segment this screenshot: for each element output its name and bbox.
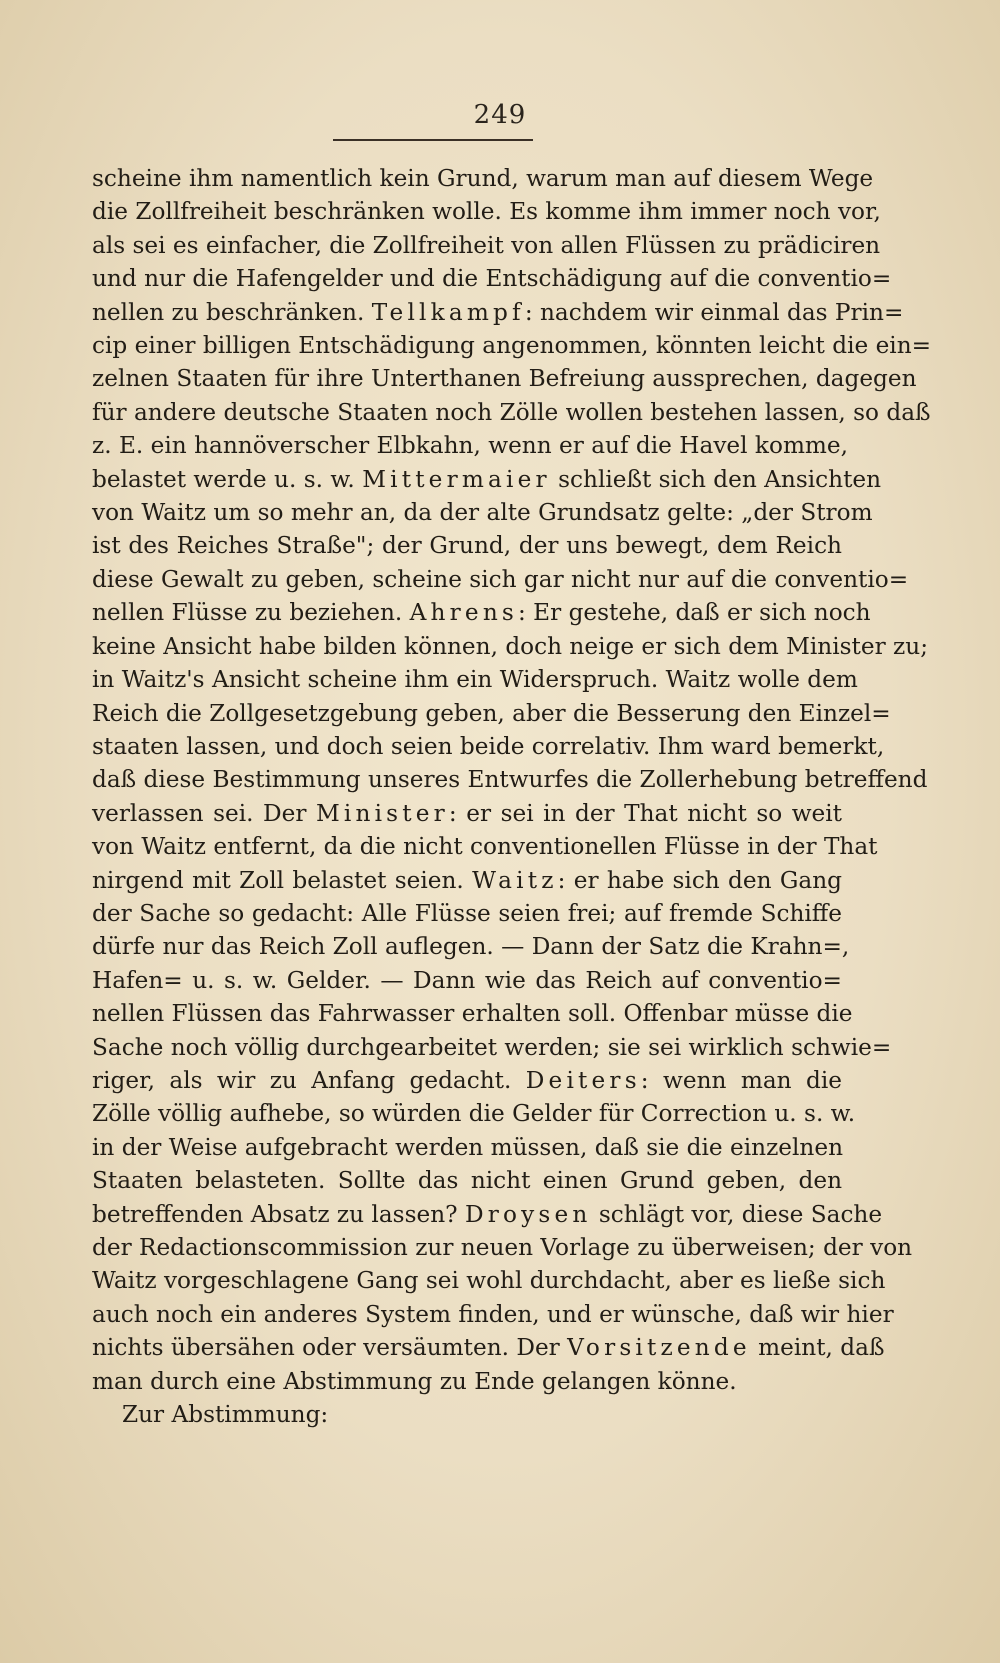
- text-line: [92, 463, 882, 496]
- text-segment: daß diese Bestimmung unseres Entwurfes die Zollerhebung betreffend: [92, 766, 928, 794]
- text-segment: die Zollfreiheit beschränken wolle. Es komme ihm immer noch vor,: [92, 198, 881, 226]
- text-line: [92, 529, 842, 562]
- text-line: [92, 1198, 883, 1231]
- text-line: [92, 162, 874, 195]
- text-segment: schließt sich den Ansichten: [550, 465, 882, 493]
- text-segment: von Waitz um so mehr an, da der alte Grundsatz gelte: „der Strom: [92, 499, 873, 527]
- text-segment: z. E. ein hannöverscher Elbkahn, wenn er auf die Havel komme,: [92, 432, 849, 460]
- text-segment: riger, als wir zu Anfang gedacht.: [92, 1066, 526, 1094]
- text-line: [92, 697, 891, 730]
- text-segment: cip einer billigen Entschädigung angenommen, könnten leicht die ein=: [92, 332, 932, 360]
- text-segment: zelnen Staaten für ihre Unterthanen Befreiung aussprechen, dagegen: [92, 365, 917, 393]
- text-line: [92, 1331, 885, 1364]
- text-line: [92, 1164, 842, 1197]
- header-rule: [333, 139, 533, 141]
- text-line: [92, 329, 932, 362]
- text-segment: : er sei in der That nicht so weit: [448, 799, 842, 827]
- text-line: [92, 496, 873, 529]
- text-line: [92, 1264, 886, 1297]
- text-line: [92, 1031, 892, 1064]
- text-segment: Reich die Zollgesetzgebung geben, aber die Besserung den Einzel=: [92, 699, 891, 727]
- text-segment: Zölle völlig aufhebe, so würden die Gelder für Correction u. s. w.: [92, 1100, 856, 1128]
- text-line: [92, 1064, 842, 1097]
- text-segment: keine Ansicht habe bilden können, doch neige er sich dem Minister zu;: [92, 632, 929, 660]
- text-line: [92, 797, 842, 830]
- text-line: [92, 396, 931, 429]
- text-segment: nellen Flüsse zu beziehen.: [92, 599, 410, 627]
- text-segment: Waitz vorgeschlagene Gang sei wohl durchdacht, aber es ließe sich: [92, 1267, 886, 1295]
- text-segment: nichts übersähen oder versäumten. Der: [92, 1334, 568, 1362]
- text-line: [92, 864, 842, 897]
- body-text: [92, 162, 932, 1431]
- text-segment: man durch eine Abstimmung zu Ende gelangen könne.: [92, 1367, 737, 1395]
- text-segment: auch noch ein anderes System finden, und er wünsche, daß wir hier: [92, 1300, 894, 1328]
- text-segment: für andere deutsche Staaten noch Zölle wollen bestehen lassen, so daß: [92, 398, 931, 426]
- text-segment: belastet werde u. s. w.: [92, 465, 363, 493]
- text-line: [92, 730, 885, 763]
- text-segment: als sei es einfacher, die Zollfreiheit von allen Flüssen zu prädiciren: [92, 231, 881, 259]
- text-line: [92, 763, 928, 796]
- text-segment: Sache noch völlig durchgearbeitet werden; sie sei wirklich schwie=: [92, 1033, 892, 1061]
- text-line: [92, 1131, 842, 1164]
- text-segment: in der Weise aufgebracht werden müssen, daß sie die einzelnen: [92, 1133, 844, 1161]
- text-line: [92, 229, 881, 262]
- text-line: [92, 930, 850, 963]
- text-segment: dürfe nur das Reich Zoll auflegen. — Dann der Satz die Krahn=,: [92, 933, 850, 961]
- speaker-name: Droysen: [464, 1200, 592, 1228]
- text-segment: ist des Reiches Straße"; der Grund, der uns bewegt, dem Reich: [92, 532, 842, 560]
- text-segment: : er habe sich den Gang: [557, 866, 842, 894]
- speaker-name: Vorsitzende: [567, 1334, 751, 1362]
- text-line: [92, 1365, 842, 1398]
- text-segment: nirgend mit Zoll belastet seien.: [92, 866, 473, 894]
- text-segment: schlägt vor, diese Sache: [591, 1200, 883, 1228]
- text-segment: Hafen= u. s. w. Gelder. — Dann wie das Reich auf conventio=: [92, 966, 842, 994]
- text-segment: Zur Abstimmung:: [122, 1401, 329, 1429]
- text-line: [92, 630, 929, 663]
- text-segment: der Sache so gedacht: Alle Flüsse seien frei; auf fremde Schiffe: [92, 899, 842, 927]
- speaker-name: Minister: [315, 799, 449, 827]
- text-line: [92, 362, 917, 395]
- text-segment: diese Gewalt zu geben, scheine sich gar nicht nur auf die conventio=: [92, 565, 909, 593]
- text-segment: in Waitz's Ansicht scheine ihm ein Widerspruch. Waitz wolle dem: [92, 666, 858, 694]
- text-segment: scheine ihm namentlich kein Grund, warum man auf diesem Wege: [92, 165, 874, 192]
- text-line: [92, 296, 904, 329]
- text-line: [92, 563, 909, 596]
- text-line: [92, 964, 842, 997]
- text-segment: von Waitz entfernt, da die nicht conventionellen Flüsse in der That: [92, 833, 878, 861]
- text-line: [92, 429, 849, 462]
- text-segment: : Er gestehe, daß er sich noch: [518, 599, 871, 627]
- page-number: 249: [473, 100, 527, 130]
- speaker-name: Ahrens: [409, 599, 518, 627]
- text-line: [92, 1298, 894, 1331]
- text-segment: der Redactionscommission zur neuen Vorlage zu überweisen; der von: [92, 1234, 913, 1261]
- text-segment: verlassen sei. Der: [92, 799, 316, 827]
- text-segment: und nur die Hafengelder und die Entschädigung auf die conventio=: [92, 265, 892, 293]
- text-line: [92, 195, 881, 228]
- speaker-name: Mittermaier: [362, 465, 551, 493]
- text-line: [92, 830, 878, 863]
- text-segment: nellen Flüssen das Fahrwasser erhalten soll. Offenbar müsse die: [92, 1000, 853, 1028]
- text-line: [92, 1231, 913, 1264]
- text-segment: staaten lassen, und doch seien beide correlativ. Ihm ward bemerkt,: [92, 732, 885, 760]
- speaker-name: Waitz: [472, 866, 558, 894]
- text-segment: Staaten belasteten. Sollte das nicht einen Grund geben, den: [92, 1167, 842, 1195]
- text-line: [92, 262, 892, 295]
- text-line: [92, 663, 858, 696]
- text-segment: : wenn man die: [640, 1066, 842, 1094]
- text-segment: betreffenden Absatz zu lassen?: [92, 1200, 465, 1228]
- text-segment: nellen zu beschränken.: [92, 298, 372, 326]
- closing-line: [92, 1398, 842, 1431]
- text-line: [92, 997, 853, 1030]
- text-line: [92, 596, 871, 629]
- speaker-name: Deiters: [525, 1066, 641, 1094]
- text-line: [92, 1097, 856, 1130]
- text-segment: meint, daß: [750, 1334, 885, 1362]
- speaker-name: Tellkampf: [371, 298, 525, 326]
- text-line: [92, 897, 842, 930]
- text-segment: : nachdem wir einmal das Prin=: [524, 298, 904, 326]
